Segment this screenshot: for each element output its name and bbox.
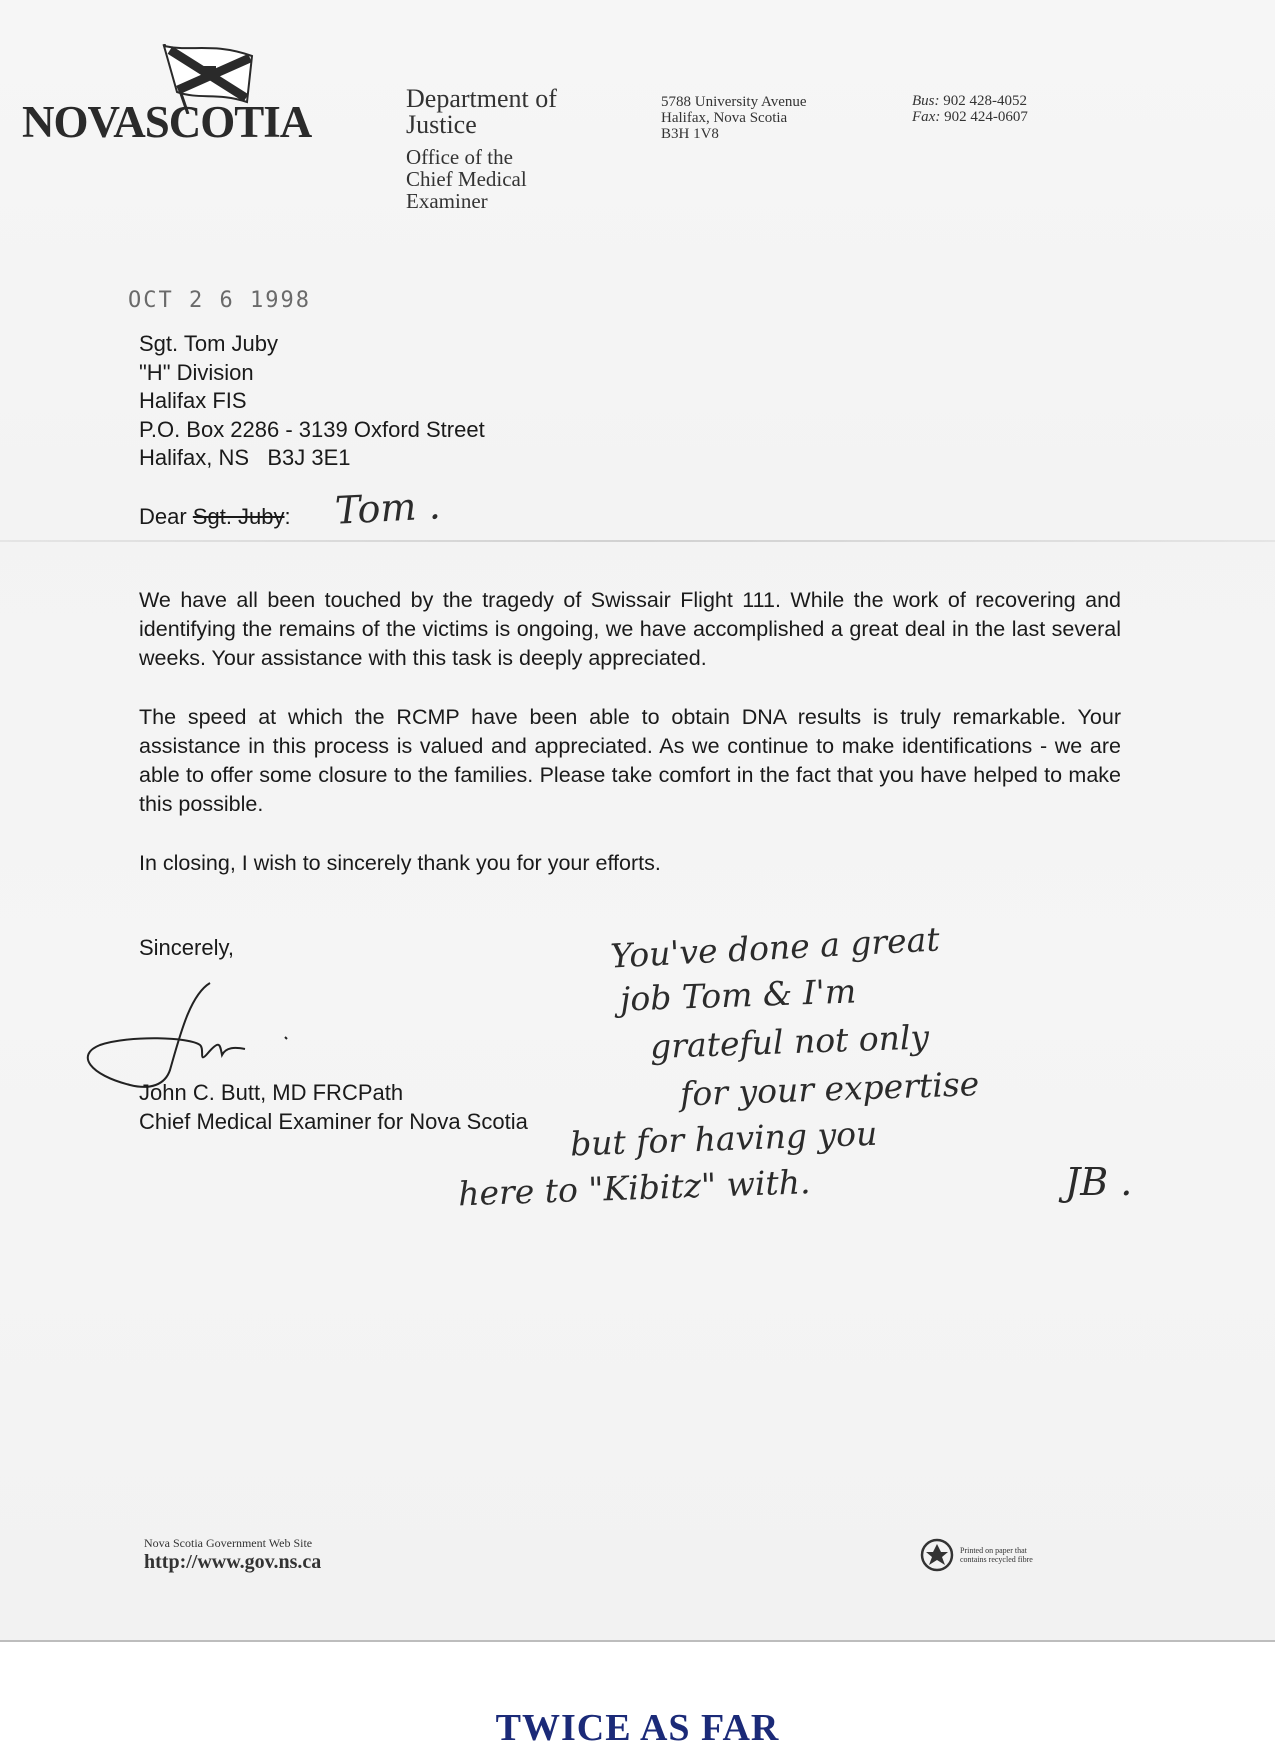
body-paragraph: The speed at which the RCMP have been able to obtain DNA results is truly remarkable. Your assistance in this process is valued and appreciated. As we continue to make identifications - we are able to offer some closure to the families. Please take comfort in the fact that you have helped to make this possible. xyxy=(139,705,1121,816)
department-line: Justice xyxy=(406,110,477,139)
caption: TWICE AS FAR xyxy=(495,1707,780,1749)
recipient-line: Halifax, NS B3J 3E1 xyxy=(139,445,351,470)
recycle-icon xyxy=(920,1538,954,1572)
fax-phone xyxy=(912,109,1028,125)
department-name xyxy=(406,86,557,138)
address-line: Halifax, Nova Scotia xyxy=(661,110,788,126)
office-name xyxy=(406,146,527,212)
letter-body xyxy=(139,586,1121,908)
body-paragraph: We have all been touched by the tragedy of Swissair Flight 111. While the work of recovering and identifying the remains of the victims is ongoing, we have accomplished a great deal in the last several weeks. Your assistance with this task is deeply appreciated. xyxy=(139,588,1121,670)
recipient-line: Sgt. Tom Juby xyxy=(139,331,278,356)
letterhead-contact xyxy=(912,93,1028,125)
signer-title: Chief Medical Examiner for Nova Scotia xyxy=(139,1109,528,1134)
note-line: for your expertise xyxy=(679,1064,980,1114)
office-line: Examiner xyxy=(406,189,488,213)
footer-web-label: Nova Scotia Government Web Site xyxy=(144,1536,313,1550)
letterhead-address xyxy=(661,94,807,142)
closing: Sincerely, xyxy=(139,935,234,960)
fax-label: Fax: xyxy=(912,109,941,125)
handwritten-initials: JB . xyxy=(1065,1160,1133,1204)
address-line: B3H 1V8 xyxy=(661,126,719,142)
signer-name: John C. Butt, MD FRCPath xyxy=(139,1080,404,1105)
footer-website xyxy=(144,1536,321,1574)
footer-web-url: http://www.gov.ns.ca xyxy=(144,1551,322,1573)
recipient-line: P.O. Box 2286 - 3139 Oxford Street xyxy=(139,416,485,442)
date-stamp: OCT 2 6 1998 xyxy=(128,288,311,313)
salutation-dear: Dear xyxy=(139,504,193,529)
note-line: You've done a great xyxy=(609,919,941,976)
recycled-notice xyxy=(920,1538,1033,1572)
signature-icon xyxy=(70,975,310,1095)
recycled-line: contains recycled fibre xyxy=(960,1555,1033,1564)
note-line: grateful not only xyxy=(649,1017,930,1067)
address-line: 5788 University Avenue xyxy=(661,94,807,110)
salutation-struck-name: Sgt. Juby xyxy=(192,504,285,529)
note-line: here to "Kibitz" with. xyxy=(457,1162,812,1214)
bus-label: Bus: xyxy=(912,93,940,109)
logo-wordmark: NOVASCOTIA xyxy=(22,97,312,147)
paper-bottom-edge xyxy=(0,1640,1275,1642)
bus-phone xyxy=(912,93,1028,109)
office-line: Office of the xyxy=(406,145,513,169)
salutation-colon: : xyxy=(284,504,291,529)
recipient-line: "H" Division xyxy=(139,359,254,385)
recipient-line: Halifax FIS xyxy=(139,388,247,413)
body-paragraph: In closing, I wish to sincerely thank you for your efforts. xyxy=(139,851,661,875)
recycled-line: Printed on paper that xyxy=(960,1546,1027,1555)
paper-fold xyxy=(0,540,1275,542)
recipient-address xyxy=(139,330,485,473)
office-line: Chief Medical xyxy=(406,167,527,191)
note-line: job Tom & I'm xyxy=(619,971,857,1019)
salutation xyxy=(139,504,291,530)
handwritten-salutation: Tom . xyxy=(333,483,442,533)
bus-number: 902 428-4052 xyxy=(943,93,1027,109)
nova-scotia-logo xyxy=(22,44,362,147)
department-line: Department of xyxy=(406,84,557,113)
fax-number: 902 424-0607 xyxy=(944,109,1028,125)
note-line: but for having you xyxy=(569,1113,878,1164)
